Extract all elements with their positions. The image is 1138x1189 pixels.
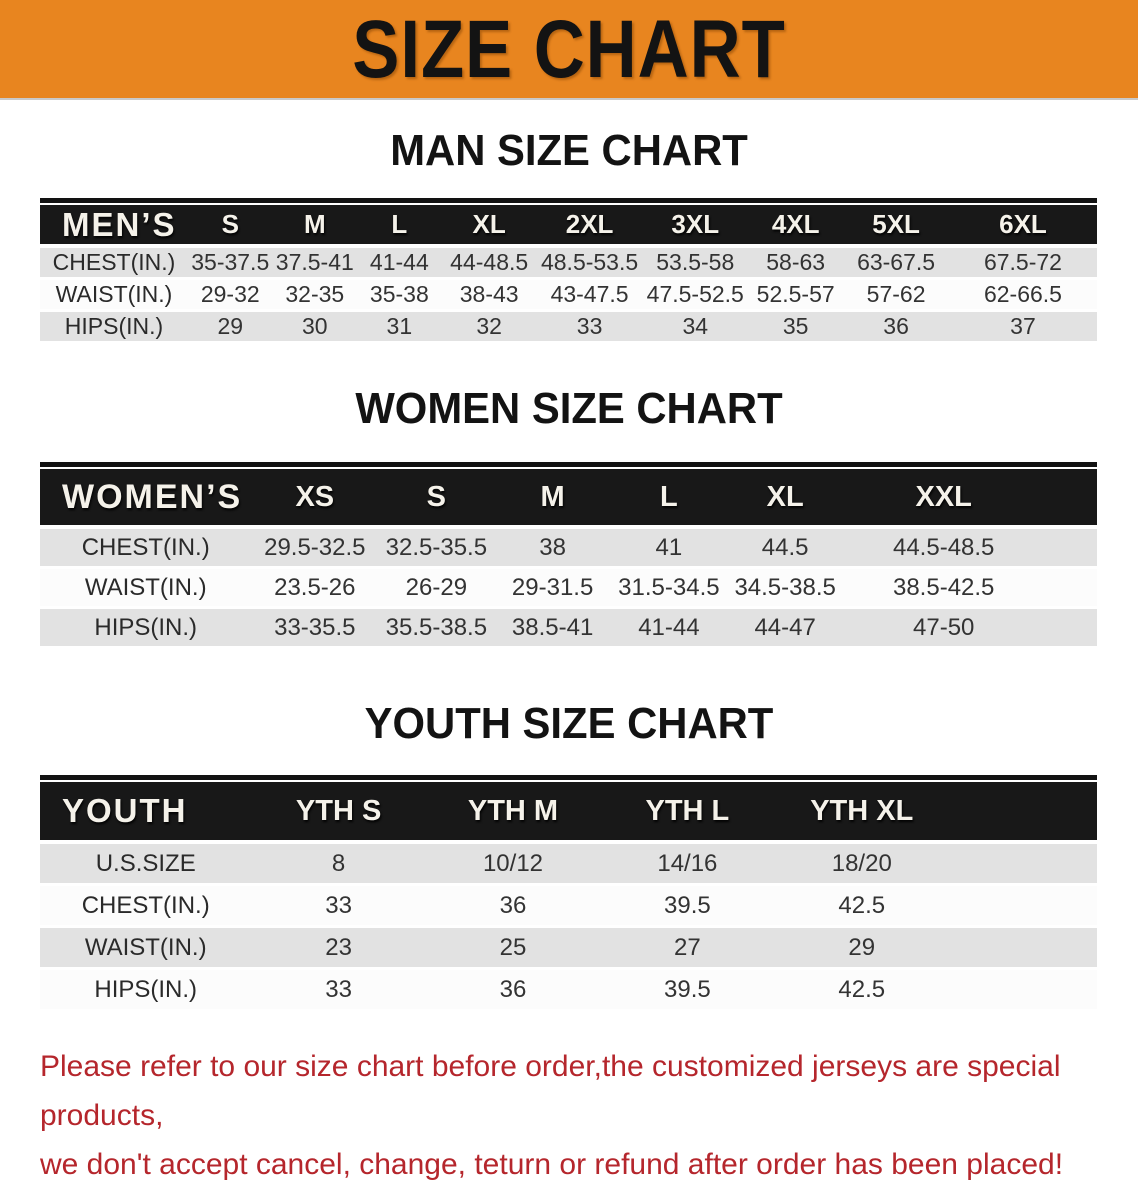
size-value-cell: 38.5-42.5 xyxy=(843,569,1044,609)
size-column-header: 4XL xyxy=(748,205,843,248)
size-column-header: M xyxy=(494,469,610,529)
size-value-cell: 33 xyxy=(537,312,643,344)
size-value-cell: 10/12 xyxy=(426,844,600,886)
size-value-cell: 31.5-34.5 xyxy=(611,569,727,609)
size-column-header: YTH L xyxy=(600,782,774,844)
size-value-cell: 62-66.5 xyxy=(949,280,1097,312)
size-value-cell: 67.5-72 xyxy=(949,248,1097,280)
size-value-cell: 32.5-35.5 xyxy=(378,529,494,569)
size-value-cell: 36 xyxy=(426,886,600,928)
size-value-cell: 39.5 xyxy=(600,970,774,1012)
size-value-cell: 29.5-32.5 xyxy=(251,529,378,569)
size-value-cell: 38-43 xyxy=(442,280,537,312)
size-value-cell: 41 xyxy=(611,529,727,569)
women-size-table xyxy=(40,469,1097,649)
size-value-cell: 35-38 xyxy=(357,280,442,312)
table-title-cell: YOUTH xyxy=(40,782,251,844)
men-size-table xyxy=(40,205,1097,344)
size-column-header: XL xyxy=(727,469,843,529)
spacer-cell xyxy=(949,970,1097,1012)
size-value-cell: 8 xyxy=(251,844,425,886)
size-header-row xyxy=(40,205,1097,248)
size-value-cell: 41-44 xyxy=(357,248,442,280)
size-value-cell: 14/16 xyxy=(600,844,774,886)
youth-size-table xyxy=(40,782,1097,1012)
size-value-cell: 42.5 xyxy=(775,886,949,928)
row-label: HIPS(IN.) xyxy=(40,312,188,344)
table-top-rule xyxy=(40,775,1097,780)
size-value-cell: 47-50 xyxy=(843,609,1044,649)
men-size-table-section xyxy=(40,198,1097,344)
size-column-header: L xyxy=(611,469,727,529)
spacer-cell xyxy=(949,928,1097,970)
size-chart-banner xyxy=(0,0,1138,100)
size-value-cell: 52.5-57 xyxy=(748,280,843,312)
measurement-row xyxy=(40,280,1097,312)
size-value-cell: 34 xyxy=(642,312,748,344)
size-value-cell: 35.5-38.5 xyxy=(378,609,494,649)
measurement-row xyxy=(40,609,1097,649)
table-top-rule xyxy=(40,462,1097,467)
row-label: HIPS(IN.) xyxy=(40,609,251,649)
size-column-header: 5XL xyxy=(843,205,949,248)
size-value-cell: 36 xyxy=(843,312,949,344)
measurement-row xyxy=(40,529,1097,569)
measurement-row xyxy=(40,970,1097,1012)
size-value-cell: 41-44 xyxy=(611,609,727,649)
size-column-header: M xyxy=(273,205,358,248)
size-column-header: YTH M xyxy=(426,782,600,844)
size-value-cell: 37 xyxy=(949,312,1097,344)
size-value-cell: 27 xyxy=(600,928,774,970)
banner-title: SIZE CHART xyxy=(352,3,786,95)
row-label: WAIST(IN.) xyxy=(40,569,251,609)
size-value-cell: 44-47 xyxy=(727,609,843,649)
size-column-header: XXL xyxy=(843,469,1044,529)
size-value-cell: 25 xyxy=(426,928,600,970)
size-value-cell: 42.5 xyxy=(775,970,949,1012)
table-title-cell: MEN’S xyxy=(40,205,188,248)
spacer-cell xyxy=(1044,529,1097,569)
size-value-cell: 39.5 xyxy=(600,886,774,928)
size-value-cell: 38 xyxy=(494,529,610,569)
size-value-cell: 44.5 xyxy=(727,529,843,569)
size-value-cell: 23.5-26 xyxy=(251,569,378,609)
women-size-table-section xyxy=(40,462,1097,649)
size-value-cell: 33 xyxy=(251,886,425,928)
row-label: CHEST(IN.) xyxy=(40,248,188,280)
measurement-row xyxy=(40,248,1097,280)
measurement-row xyxy=(40,312,1097,344)
size-value-cell: 48.5-53.5 xyxy=(537,248,643,280)
size-header-row xyxy=(40,469,1097,529)
spacer-cell xyxy=(949,844,1097,886)
youth-size-table-section xyxy=(40,775,1097,1012)
size-value-cell: 32 xyxy=(442,312,537,344)
size-value-cell: 35 xyxy=(748,312,843,344)
size-value-cell: 38.5-41 xyxy=(494,609,610,649)
size-value-cell: 29 xyxy=(775,928,949,970)
size-value-cell: 53.5-58 xyxy=(642,248,748,280)
row-label: WAIST(IN.) xyxy=(40,280,188,312)
size-value-cell: 44.5-48.5 xyxy=(843,529,1044,569)
measurement-row xyxy=(40,928,1097,970)
size-value-cell: 63-67.5 xyxy=(843,248,949,280)
size-column-header: YTH XL xyxy=(775,782,949,844)
measurement-row xyxy=(40,886,1097,928)
table-top-rule xyxy=(40,198,1097,203)
order-disclaimer xyxy=(40,1042,1118,1189)
size-value-cell: 31 xyxy=(357,312,442,344)
size-column-header: S xyxy=(378,469,494,529)
spacer-cell xyxy=(1044,609,1097,649)
size-value-cell: 29-32 xyxy=(188,280,273,312)
size-value-cell: 23 xyxy=(251,928,425,970)
size-column-header: S xyxy=(188,205,273,248)
youth-size-chart-heading: YOUTH SIZE CHART xyxy=(364,699,774,748)
spacer-cell xyxy=(949,782,1097,844)
size-value-cell: 33 xyxy=(251,970,425,1012)
size-value-cell: 57-62 xyxy=(843,280,949,312)
size-column-header: 3XL xyxy=(642,205,748,248)
size-value-cell: 47.5-52.5 xyxy=(642,280,748,312)
row-label: CHEST(IN.) xyxy=(40,529,251,569)
size-column-header: 2XL xyxy=(537,205,643,248)
size-column-header: L xyxy=(357,205,442,248)
man-size-chart-heading: MAN SIZE CHART xyxy=(390,126,748,175)
size-value-cell: 36 xyxy=(426,970,600,1012)
disclaimer-line-1: Please refer to our size chart before order,the customized jerseys are special products, xyxy=(40,1050,1061,1132)
size-value-cell: 44-48.5 xyxy=(442,248,537,280)
size-column-header: XS xyxy=(251,469,378,529)
size-value-cell: 26-29 xyxy=(378,569,494,609)
measurement-row xyxy=(40,569,1097,609)
disclaimer-line-2: we don't accept cancel, change, teturn or refund after order has been placed! xyxy=(40,1148,1064,1181)
size-value-cell: 34.5-38.5 xyxy=(727,569,843,609)
spacer-cell xyxy=(1044,469,1097,529)
size-value-cell: 58-63 xyxy=(748,248,843,280)
size-column-header: YTH S xyxy=(251,782,425,844)
size-column-header: 6XL xyxy=(949,205,1097,248)
table-title-cell: WOMEN’S xyxy=(40,469,251,529)
size-value-cell: 33-35.5 xyxy=(251,609,378,649)
size-value-cell: 37.5-41 xyxy=(273,248,358,280)
size-value-cell: 29-31.5 xyxy=(494,569,610,609)
row-label: U.S.SIZE xyxy=(40,844,251,886)
size-value-cell: 32-35 xyxy=(273,280,358,312)
size-value-cell: 29 xyxy=(188,312,273,344)
size-value-cell: 18/20 xyxy=(775,844,949,886)
size-value-cell: 43-47.5 xyxy=(537,280,643,312)
size-value-cell: 35-37.5 xyxy=(188,248,273,280)
size-column-header: XL xyxy=(442,205,537,248)
size-header-row xyxy=(40,782,1097,844)
size-value-cell: 30 xyxy=(273,312,358,344)
spacer-cell xyxy=(949,886,1097,928)
row-label: WAIST(IN.) xyxy=(40,928,251,970)
measurement-row xyxy=(40,844,1097,886)
spacer-cell xyxy=(1044,569,1097,609)
row-label: CHEST(IN.) xyxy=(40,886,251,928)
women-size-chart-heading: WOMEN SIZE CHART xyxy=(355,384,783,433)
row-label: HIPS(IN.) xyxy=(40,970,251,1012)
